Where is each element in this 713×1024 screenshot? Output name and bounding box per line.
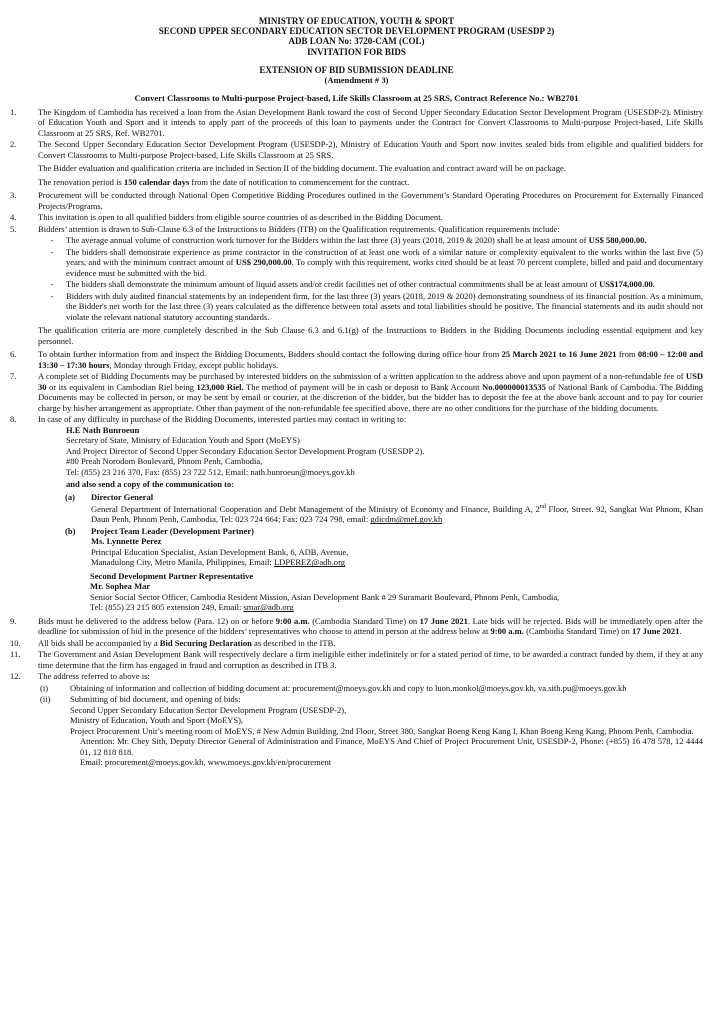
- fee-usd: USD 30: [38, 371, 703, 392]
- requirement-text: [66, 279, 703, 290]
- qualification-paragraph: The qualification criteria are more completely described in the Sub Clause 6.3 and 6.1(g) of the Instructions to Bidders in the Bidding Documents including essential equipment and key personnel.: [38, 325, 703, 346]
- ministry-title: MINISTRY OF EDUCATION, YOUTH & SPORT: [258, 16, 455, 26]
- text-span: To obtain further information from and inspect the Bidding Documents, Bidders should contact the following during office hour from: [38, 349, 502, 360]
- email-link[interactable]: smar@adb.org: [243, 602, 294, 613]
- requirement-text: [66, 235, 703, 246]
- email-link[interactable]: LDPEREZ@adb.org: [273, 557, 346, 568]
- clause-text: The Second Upper Secondary Education Sector Development Program (USESDP-2), Ministry of Education Youth and Sport now invites sealed bids from eligible and qualified bidders for Convert Classrooms to Multi-purpose Project-based, Life Skills Classroom at 25 SRS.: [38, 139, 703, 160]
- text-span: . Late bids will be rejected. Bids will be immediately open after the deadline for submission of bid in the presence of the bidders’ representatives who choose to attend in person at the address below at: [38, 615, 703, 637]
- clause-text: Procurement will be conducted through National Open Competitive Bidding Procedures outlined in the Government’s Standard Operating Procedures on Procurement for Externally Financed Projects/Programs.: [38, 190, 703, 211]
- text-span: General Department of International Cooperation and Debt Management of the Ministry of Economy and Finance, Building A, 2: [91, 503, 540, 514]
- dash-bullet: -: [50, 290, 54, 301]
- clause-text: [38, 638, 703, 649]
- superscript: nd: [539, 504, 546, 511]
- procurement-email: Email: procurement@moeys.gov.kh, www.moeys.gov.kh/en/procurement: [80, 757, 332, 768]
- address-text: Obtaining of information and collection of bidding document at: procurement@moeys.gov.kh and copy to luon.monkol@moeys.gov.kh, va.sith.pu@moeys.gov.kh: [70, 682, 627, 693]
- clause-number: 1.: [10, 106, 17, 117]
- clause-number: 2.: [10, 139, 17, 150]
- text-span: (Cambodia Standard Time) on: [523, 626, 632, 637]
- text-span: Bids must be delivered to the address below (Para. 12) on or before: [38, 615, 276, 626]
- contact-a: [65, 492, 703, 525]
- sub-label: (ii): [40, 694, 51, 705]
- deadline-time: 9:00 a.m.: [275, 615, 310, 626]
- text-span: Tel: (855) 23 215 805 extension 249, Email:: [90, 602, 244, 613]
- dash-bullet: -: [50, 246, 54, 257]
- clause-12: [10, 671, 703, 682]
- invitation-title: INVITATION FOR BIDS: [307, 46, 406, 57]
- clause-text: The address referred to above is:: [38, 671, 150, 682]
- clause-9: [10, 616, 703, 637]
- contact-name: Ms. Lynnette Perez: [91, 536, 162, 547]
- text-span: .: [679, 626, 682, 637]
- contact-line: [90, 602, 703, 613]
- renovation-days: 150 calendar days: [123, 176, 190, 187]
- text-span: Floor, Street. 92, Sangkat Wat Phnom, Khan Daun Penh, Phnom Penh, Cambodia, Tel: 023 724 664; Fax: 023 724 798, email:: [91, 503, 703, 525]
- clause-2: [10, 139, 703, 160]
- address-line: Submitting of bid document, and opening of bids:: [70, 694, 241, 705]
- clause-number: 4.: [10, 212, 17, 223]
- clause-number: 9.: [10, 615, 17, 626]
- contact-line: Senior Social Sector Officer, Cambodia Resident Mission, Asian Development Bank # 29 Suramarit Boulevard, Phnom Penh, Cambodia,: [90, 591, 560, 602]
- clause-number: 3.: [10, 190, 17, 201]
- contact-line: [91, 557, 703, 568]
- address-ii: [40, 694, 703, 736]
- clause-4: [10, 212, 703, 223]
- clause-text: In case of any difficulty in purchase of the Bidding Documents, interested parties may contact in writing to:: [38, 414, 407, 425]
- copy-instruction: and also send a copy of the communication to:: [66, 479, 235, 490]
- text-span: as described in the ITB.: [251, 637, 336, 648]
- amount: US$ 580,000.00.: [588, 235, 647, 246]
- clause-text: [38, 371, 703, 413]
- clause-5: [10, 224, 703, 235]
- text-span: from: [616, 349, 638, 360]
- extension-title: EXTENSION OF BID SUBMISSION DEADLINE: [259, 64, 454, 75]
- text-span: The method of payment will be in cash or deposit to Bank Account: [243, 381, 483, 392]
- clause-number: 5.: [10, 223, 17, 234]
- dash-bullet: -: [50, 279, 54, 290]
- address-line: Second Upper Secondary Education Sector Development Program (USESDP-2),: [70, 704, 347, 715]
- clause-11: [10, 649, 703, 670]
- loan-number: ADB LOAN No: 3720-CAM (COL): [288, 36, 425, 47]
- deadline-date: 17 June 2021: [419, 615, 468, 626]
- sub-label: (b): [65, 525, 76, 536]
- contact-line: Secretary of State, Ministry of Education Youth and Sport (MoEYS): [66, 435, 300, 446]
- bank-account: No.000000013535: [482, 381, 546, 392]
- text-span: Manadulong City, Metro Manila, Philippines, Email:: [91, 557, 274, 568]
- clause-10: [10, 638, 703, 649]
- text-span: The bidders shall demonstrate experience as prime contractor in the construction of at least one work of a similar nature or complexity equivalent to the works within the last five (5) years, and with the minimum contract amount of: [66, 246, 703, 268]
- program-title: SECOND UPPER SECONDARY EDUCATION SECTOR DEVELOPMENT PROGRAM (USESDP 2): [158, 26, 555, 37]
- office-hours: 08:00 – 12:00 and 13:30 – 17:30 hours: [38, 349, 704, 370]
- text-span: from the date of notification to commencement for the contract.: [189, 176, 410, 187]
- attention-line: Attention: Mr. Chey Sith, Deputy Director General of Administration and Finance, MoEYS And Chief of Project Procurement Unit, USESDP-2, Phone: (+855) 16 478 578, 12 4444 01, 12 818 818.: [80, 736, 703, 757]
- contact-title: Director General: [91, 491, 154, 502]
- email-link[interactable]: gdicdm@mef.gov.kh: [370, 514, 443, 525]
- contact-primary: [66, 425, 703, 490]
- address-body: [70, 694, 703, 736]
- contact-c: [90, 571, 703, 613]
- contact-b-body: [91, 526, 703, 568]
- requirement-liquid-assets: [38, 279, 703, 290]
- evaluation-paragraph: The Bidder evaluation and qualification criteria are included in Section II of the bidding document. The evaluation and contract award will be on package.: [38, 163, 566, 174]
- opening-time: 9:00 a.m.: [490, 626, 524, 637]
- clause-text: Bidders’ attention is drawn to Sub-Clause 6.3 of the Instructions to Bidders (ITB) on the Qualification requirements. Qualification requirements include:: [38, 223, 560, 234]
- address-i: [40, 683, 703, 694]
- contact-b: [65, 526, 703, 568]
- bid-securing-declaration: Bid Securing Declaration: [159, 637, 252, 648]
- clause-text: The Government and Asian Development Bank will respectively declare a firm ineligible either indefinitely or for a stated period of time, to be awarded a contract funded by them, if they at any time determine that the firm has engaged in fraud and corruption as described in ITB 3.: [38, 649, 703, 670]
- contact-name: Mr. Sophea Mar: [90, 581, 151, 592]
- fee-riel: 123,000 Riel.: [196, 381, 244, 392]
- text-span: or its equivalent in Cambodian Riel being: [46, 381, 197, 392]
- amendment-label: (Amendment # 3): [324, 75, 389, 86]
- sub-label: (i): [40, 682, 49, 693]
- clause-text: This invitation is open to all qualified bidders from eligible source countries of as described in the Bidding Document.: [38, 212, 443, 223]
- clause-number: 12.: [10, 671, 21, 682]
- contact-line: Principal Education Specialist, Asian Development Bank, 6, ADB, Avenue,: [91, 546, 349, 557]
- text-span: All bids shall be accompanied by a: [38, 637, 160, 648]
- contact-title: Second Development Partner Representative: [90, 570, 254, 581]
- contract-title: Convert Classrooms to Multi-purpose Project-based, Life Skills Classroom at 25 SRS, Contract Reference No.: WB2701: [134, 93, 579, 104]
- dash-bullet: -: [50, 235, 54, 246]
- contact-line: #80 Preah Norodom Boulevard, Phnom Penh, Cambodia,: [66, 456, 263, 467]
- contact-line: Tel: (855) 23 216 370, Fax: (855) 23 722 512, Email: nath.bunroeun@moeys.gov.kh: [66, 466, 355, 477]
- requirement-turnover: [38, 235, 703, 246]
- clause-7: [10, 371, 703, 413]
- requirement-text: Bidders with duly audited financial statements by an independent firm, for the last three (3) years (2018, 2019 & 2020) demonstrating soundness of its financial position. As a minimum, the Bidder's net worth for the last three (3) years calculated as the difference between total assets and total liabilities should be positive. The financial statements and its audit should not violate the relevant national statutory accounting standards.: [66, 290, 703, 322]
- contact-a-body: [91, 492, 703, 525]
- text-span: A complete set of Bidding Documents may be purchased by interested bidders on the submission of a written application to the address above and upon payment of a non-refundable fee of: [38, 371, 686, 382]
- sub-label: (a): [65, 491, 75, 502]
- address-line: Project Procurement Unit’s meeting room of MoEYS, # New Admin Building, 2nd Floor, Street 380, Sangkat Boeng Keng Kang I, Khan Boeng Keng Kang, Phnom Penh, Cambodia.: [70, 725, 694, 736]
- clause-text: [38, 349, 703, 370]
- contact-title: Project Team Leader (Development Partner): [91, 525, 254, 536]
- contact-line: And Project Director of Second Upper Secondary Education Sector Development Program (USESDP 2).: [66, 445, 425, 456]
- requirement-experience: [38, 247, 703, 279]
- clause-number: 8.: [10, 414, 17, 425]
- clause-6: [10, 349, 703, 370]
- text-span: The average annual volume of construction work turnover for the Bidders within the last three (3) years (2018, 2019 & 2020) shall be at least amount of: [66, 235, 589, 246]
- clause-text: The Kingdom of Cambodia has received a loan from the Asian Development Bank toward the cost of Second Upper Secondary Education Sector Development Program (USESDP-2). Ministry of Education Youth and Sport and it intends to apply part of the proceeds of this loan to payments under the Contract for Convert Classrooms to Multi-purpose Project-based, Life Skills Classroom at 25 SRS, Ref. WB2701.: [38, 106, 703, 138]
- date-range: 25 March 2021 to 16 June 2021: [501, 349, 617, 360]
- amount: US$ 290,000.00: [235, 257, 292, 268]
- clause-number: 10.: [10, 637, 21, 648]
- clause-1: [10, 107, 703, 139]
- clause-number: 11.: [10, 649, 21, 660]
- requirement-financial-statements: [38, 291, 703, 323]
- renovation-period: [38, 177, 703, 188]
- text-span: , Monday through Friday, except public holidays.: [109, 359, 279, 370]
- amount: US$174,000.00.: [599, 279, 655, 290]
- clause-number: 6.: [10, 349, 17, 360]
- clause-3: [10, 190, 703, 211]
- clause-text: [38, 616, 703, 637]
- text-span: The renovation period is: [38, 176, 124, 187]
- opening-date: 17 June 2021: [631, 626, 680, 637]
- clause-number: 7.: [10, 371, 17, 382]
- text-span: The bidders shall demonstrate the minimum amount of liquid assets and/or credit facilities net of other contractual commitments shall be at least amount of: [66, 279, 600, 290]
- clause-8: [10, 414, 703, 425]
- text-span: of National Bank of Cambodia. The Bidding Documents may be collected in person, or may be sent by email or courier, at the discretion of the bidder, but the bidder has to deposit the fee at the above bank account and to pay for courier charge by his/her arrangement as appropriate. Other than payment of the non-refundable fee specified above, there are no other conditions for the purchase of the bidding documents.: [38, 381, 703, 413]
- contact-a-text: [91, 502, 703, 525]
- text-span: . To comply with this requirement, works cited should be at least 70 percent complete, billed and paid and documentary evidence must be submitted with the bid.: [66, 257, 703, 278]
- address-line: Ministry of Education, Youth and Sport (MoEYS),: [70, 715, 244, 726]
- contact-name: H.E Nath Bunroeun: [66, 424, 140, 435]
- text-span: (Cambodia Standard Time) on: [309, 615, 420, 626]
- requirement-text: [66, 247, 703, 279]
